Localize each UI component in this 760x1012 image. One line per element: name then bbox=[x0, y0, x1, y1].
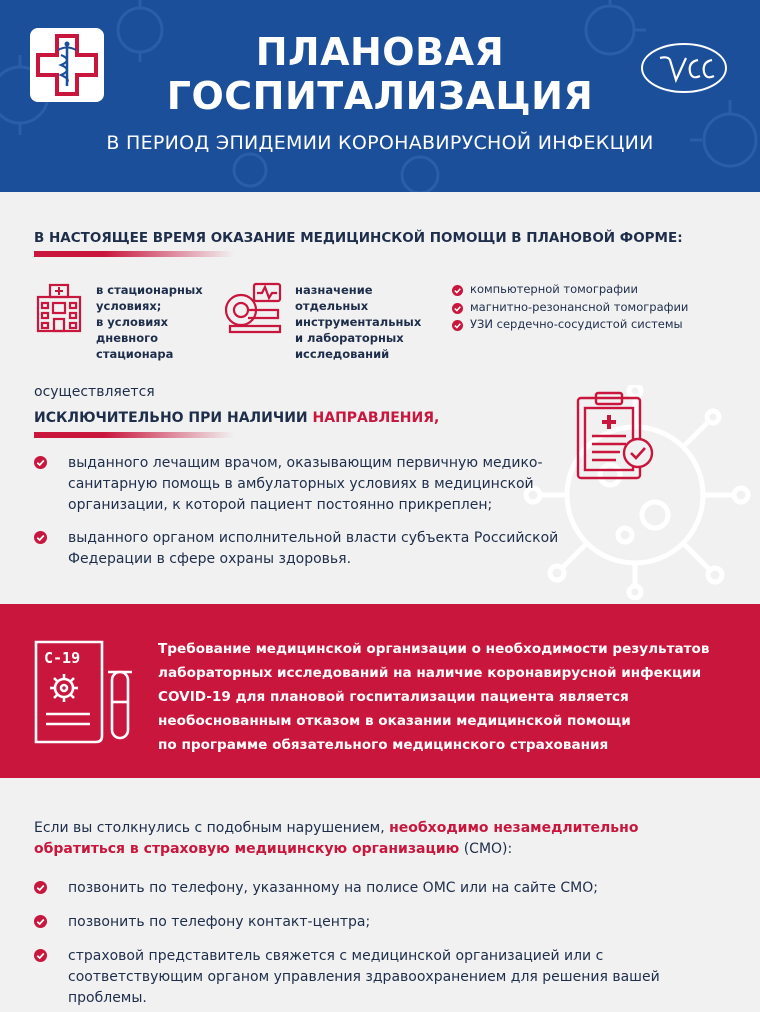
banner-line: COVID-19 для плановой госпитализации пациента является bbox=[158, 689, 629, 705]
medical-referral-clipboard-icon bbox=[572, 390, 658, 484]
complaint-lead-start: Если вы столкнулись с подобным нарушением, bbox=[34, 820, 390, 836]
list-item-text: УЗИ сердечно-сосудистой системы bbox=[470, 317, 683, 331]
referral-conditions-list bbox=[34, 453, 564, 570]
col1-line: в стационарных bbox=[96, 283, 203, 297]
col2-line: отдельных bbox=[295, 299, 369, 313]
intro-heading: В НАСТОЯЩЕЕ ВРЕМЯ ОКАЗАНИЕ МЕДИЦИНСКОЙ ПОМОЩИ В ПЛАНОВОЙ ФОРМЕ: bbox=[34, 230, 683, 246]
col1-line: условиях; bbox=[96, 299, 162, 313]
tomograph-icon bbox=[222, 282, 284, 334]
col1-line: дневного bbox=[96, 331, 159, 345]
col1-line: стационара bbox=[96, 347, 174, 361]
banner-line: необоснованным отказом в оказании медицинской помощи bbox=[158, 713, 631, 729]
list-item bbox=[34, 528, 564, 570]
complaint-lead bbox=[34, 818, 724, 860]
banner-line: лабораторных исследований на наличие коронавирусной инфекции bbox=[158, 665, 702, 681]
banner-line: Требование медицинской организации о необходимости результатов bbox=[158, 641, 710, 657]
check-icon bbox=[452, 320, 463, 331]
check-icon bbox=[34, 456, 47, 469]
col2-line: инструментальных bbox=[295, 315, 422, 329]
studies-list bbox=[452, 281, 688, 334]
col1-line: в условиях bbox=[96, 315, 169, 329]
vss-logo-icon bbox=[638, 40, 730, 96]
list-item bbox=[34, 878, 694, 899]
col2-line: исследований bbox=[295, 347, 390, 361]
condition-lead: осуществляется bbox=[34, 384, 155, 400]
hospital-building-icon bbox=[34, 283, 84, 333]
check-icon bbox=[34, 949, 47, 962]
red-underline bbox=[34, 251, 234, 257]
condition-accent-text: НАПРАВЛЕНИЯ, bbox=[312, 410, 440, 426]
banner-line: по программе обязательного медицинского страхования bbox=[158, 737, 609, 753]
complaint-actions-list bbox=[34, 878, 694, 1009]
list-item-text: выданного органом исполнительной власти субъекта Российской Федерации в сфере охраны здоровья. bbox=[68, 530, 559, 567]
list-item-text: выданного лечащим врачом, оказывающим первичную медико-санитарную помощь в амбулаторных условиях в медицинской организации, к которой пациент постоянно прикреплен; bbox=[68, 455, 543, 513]
complaint-lead-end: (СМО): bbox=[459, 841, 513, 857]
check-icon bbox=[34, 915, 47, 928]
check-icon bbox=[34, 531, 47, 544]
header-banner bbox=[0, 0, 760, 192]
list-item-text: магнитно-резонансной томографии bbox=[470, 299, 689, 314]
red-underline bbox=[34, 432, 234, 438]
condition-heading bbox=[34, 410, 439, 426]
list-item bbox=[452, 281, 688, 299]
list-item-text: позвонить по телефону, указанному на полисе ОМС или на сайте СМО; bbox=[68, 880, 598, 896]
list-item bbox=[452, 299, 688, 317]
hospital-conditions-text bbox=[96, 282, 203, 362]
check-icon bbox=[452, 285, 463, 296]
svg-text:C-19: C-19 bbox=[44, 649, 81, 667]
title-line-2: ГОСПИТАЛИЗАЦИЯ bbox=[166, 74, 594, 118]
instrumental-studies-text bbox=[295, 282, 421, 362]
covid-test-document-icon bbox=[30, 636, 140, 748]
list-item bbox=[34, 912, 694, 933]
page-subtitle: В ПЕРИОД ЭПИДЕМИИ КОРОНАВИРУСНОЙ ИНФЕКЦИИ bbox=[106, 132, 654, 154]
complaint-lead-accent: необходимо незамедлительно обратиться в страховую медицинскую организацию bbox=[34, 820, 639, 857]
check-icon bbox=[452, 303, 463, 314]
list-item bbox=[34, 946, 694, 1009]
title-line-1: ПЛАНОВАЯ bbox=[255, 30, 505, 74]
list-item bbox=[34, 453, 564, 516]
col2-line: и лабораторных bbox=[295, 331, 404, 345]
col2-line: назначение bbox=[295, 283, 373, 297]
check-icon bbox=[34, 881, 47, 894]
list-item-text: страховой представитель свяжется с медицинской организацией или с соответствующим органом управления здравоохранением для решения вашей проблемы. bbox=[68, 948, 660, 1006]
warning-banner-text bbox=[158, 637, 733, 757]
list-item bbox=[452, 316, 688, 334]
list-item-text: компьютерной томографии bbox=[470, 282, 639, 296]
list-item-text: позвонить по телефону контакт-центра; bbox=[68, 914, 371, 930]
condition-strong-text: ИСКЛЮЧИТЕЛЬНО ПРИ НАЛИЧИИ bbox=[34, 410, 313, 426]
